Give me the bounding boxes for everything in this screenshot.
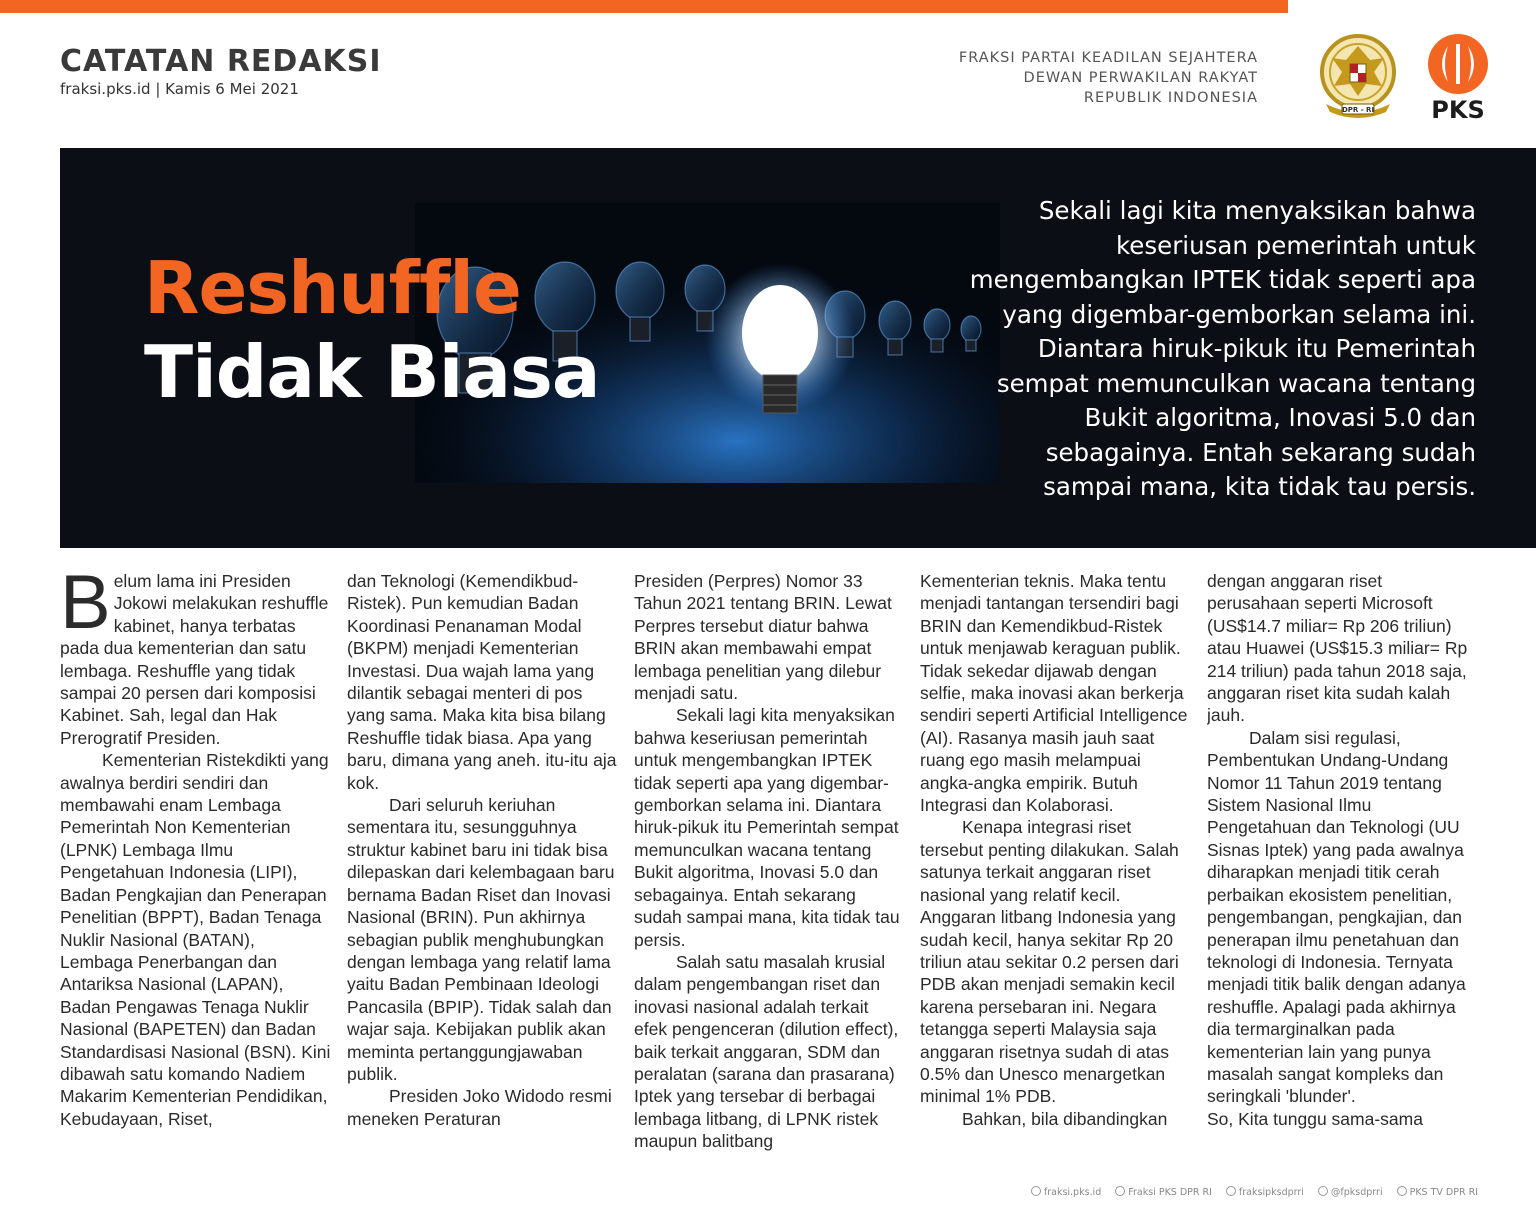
paragraph: dan Teknologi (Kemendikbud-Ristek). Pun kemudian Badan Koordinasi Penanaman Modal (BKPM) menjadi Kementerian Investasi. Dua wajah lama yang dilantik sebagai menteri di pos yang sama. Maka kita bisa bilang Reshuffle tidak biasa. Apa yang baru, dimana yang aneh. itu-itu aja kok. [347, 571, 617, 793]
paragraph: Dari seluruh keriuhan sementara itu, sesungguhnya struktur kabinet baru ini tidak bisa dilepaskan dari kelembagaan baru bernama Badan Riset dan Inovasi Nasional (BRIN). Pun akhirnya sebagian publik menghubungkan dengan lembaga yang relatif lama yaitu Badan Pembinaan Ideologi Pancasila (BPIP). Tidak salah dan wajar saja. Kebijakan publik akan meminta pertanggungjawaban publik. [347, 795, 615, 1084]
article-column-4 [920, 570, 1192, 1155]
paragraph: Presiden (Perpres) Nomor 33 Tahun 2021 tentang BRIN. Lewat Perpres tersebut diatur bahwa BRIN akan membawahi empat lembaga penelitian yang dilebur menjadi satu. [634, 571, 892, 704]
org-line: REPUBLIK INDONESIA [1083, 90, 1258, 106]
organization-name [959, 48, 1258, 108]
headline [144, 246, 599, 414]
top-accent-bar [0, 0, 1288, 13]
paragraph: Kenapa integrasi riset tersebut penting dilakukan. Salah satunya terkait anggaran riset nasional yang relatif kecil. Anggaran litbang Indonesia yang sudah kecil, hanya sekitar Rp 20 triliun atau sekitar 0.2 persen dari PDB akan menjadi semakin kecil karena persebaran ini. Negara tetangga seperti Malaysia saja anggaran risetnya sudah di atas 0.5% dan Unesco menargetkan minimal 1% PDB. [920, 817, 1179, 1107]
paragraph: Sekali lagi kita menyaksikan bahwa keseriusan pemerintah untuk mengembangkan IPTEK tidak seperti apa yang digembar-gemborkan selama ini. Diantara hiruk-pikuk itu Pemerintah sempat memunculkan wacana tentang Bukit algoritma, Inovasi 5.0 dan sebagainya. Entah sekarang sudah sampai mana, kita tidak tau persis. [634, 705, 900, 950]
paragraph: Presiden Joko Widodo resmi meneken Peraturan [347, 1086, 612, 1129]
article-column-3 [634, 570, 906, 1155]
globe-icon [1031, 1186, 1041, 1196]
paragraph: Bahkan, bila dibandingkan [962, 1108, 1168, 1129]
footer-link-instagram[interactable]: fraksipksdprri [1226, 1186, 1304, 1198]
org-line: FRAKSI PARTAI KEADILAN SEJAHTERA [958, 50, 1258, 66]
dpr-emblem-logo [1312, 30, 1404, 122]
article-column-5 [1207, 570, 1479, 1155]
paragraph: So, Kita tunggu sama-sama [1207, 1108, 1423, 1129]
footer-link-twitter[interactable]: @fpksdprri [1318, 1186, 1383, 1198]
page-subtitle: fraksi.pks.id | Kamis 6 Mei 2021 [60, 80, 299, 98]
footer-link-facebook[interactable]: Fraksi PKS DPR RI [1115, 1186, 1212, 1198]
paragraph: elum lama ini Presiden Jokowi melakukan reshuffle kabinet, hanya terbatas pada dua kementerian dan satu lembaga. Reshuffle yang tidak sampai 20 persen dari komposisi Kabinet. Sah, legal dan Hak Prerogratif Presiden. [60, 571, 329, 748]
org-line: DEWAN PERWAKILAN RAKYAT [1023, 70, 1258, 86]
article-column-2 [347, 570, 619, 1155]
paragraph: dengan anggaran riset perusahaan seperti Microsoft (US$14.7 miliar= Rp 206 triliun) atau Huawei (US$15.3 miliar= Rp 214 triliun) pada tahun 2018 saja, anggaran riset kita sudah kalah jauh. [1207, 571, 1468, 726]
page-title: CATATAN REDAKSI [60, 44, 382, 79]
footer-link-website[interactable]: fraksi.pks.id [1031, 1186, 1101, 1198]
headline-line-2: Tidak Biasa [144, 330, 600, 414]
headline-line-1: Reshuffle [144, 246, 521, 330]
youtube-icon [1397, 1186, 1407, 1196]
paragraph: Kementerian Ristekdikti yang awalnya berdiri sendiri dan membawahi enam Lembaga Pemerintah Non Kementerian (LPNK) Lembaga Ilmu Pengetahuan Indonesia (LIPI), Badan Pengkajian dan Penerapan Penelitian (BPPT), Badan Tenaga Nuklir Nasional (BATAN), Lembaga Penerbangan dan Antariksa Nasional (LAPAN), Badan Pengawas Tenaga Nuklir Nasional (BAPETEN) dan Badan Standardisasi Nasional (BSN). Kini dibawah satu komando Nadiem Makarim Kementerian Pendidikan, Kebudayaan, Riset, [60, 750, 331, 1129]
dpr-logo-text: DPR - RI [1341, 106, 1375, 114]
pks-logo [1422, 34, 1494, 126]
pull-quote: Sekali lagi kita menyaksikan bahwa keseriusan pemerintah untuk mengembangkan IPTEK tidak seperti apa yang digembar-gemborkan selama ini. Diantara hiruk-pikuk itu Pemerintah sempat memunculkan wacana tentang Bukit algoritma, Inovasi 5.0 dan sebagainya. Entah sekarang sudah sampai mana, kita tidak tau persis. [969, 196, 1476, 501]
instagram-icon [1226, 1186, 1236, 1196]
paragraph: Dalam sisi regulasi, Pembentukan Undang-Undang Nomor 11 Tahun 2019 tentang Sistem Nasional Ilmu Pengetahuan dan Teknologi (UU Sisnas Iptek) yang pada awalnya diharapkan menjadi titik cerah perbaikan ekosistem penelitian, pengembangan, pengkajian, dan penerapan ilmu penetahuan dan teknologi di Indonesia. Ternyata menjadi titik balik dengan adanya reshuffle. Apalagi pada akhirnya dia termarginalkan pada kementerian lain yang punya masalah sangat kompleks dan seringkali 'blunder'. [1207, 727, 1466, 1107]
paragraph: Kementerian teknis. Maka tentu menjadi tantangan tersendiri bagi BRIN dan Kemendikbud-Ristek untuk menjawab keraguan publik. Tidak sekedar dijawab dengan selfie, maka inovasi akan berkerja sendiri seperti Artificial Intelligence (AI). Rasanya masih jauh saat ruang ego masih melampuai angka-angka empirik. Butuh Integrasi dan Kolaborasi. [920, 571, 1188, 816]
pks-moon-icon [1422, 34, 1494, 94]
social-footer [1031, 1186, 1478, 1198]
footer-link-youtube[interactable]: PKS TV DPR RI [1397, 1186, 1478, 1198]
twitter-icon [1318, 1186, 1328, 1196]
paragraph: Salah satu masalah krusial dalam pengembangan riset dan inovasi nasional adalah terkait efek pengenceran (dilution effect), baik terkait anggaran, SDM dan peralatan (sarana dan prasarana) Iptek yang tersebar di berbagai lembaga litbang, di LPNK ristek maupun balitbang [634, 951, 899, 1152]
facebook-icon [1115, 1186, 1125, 1196]
pks-logo-text: PKS [1431, 96, 1485, 124]
article-body [60, 570, 1480, 1155]
article-column-1 [60, 570, 332, 1155]
hero-banner [60, 148, 1536, 548]
drop-cap: B [60, 570, 111, 645]
